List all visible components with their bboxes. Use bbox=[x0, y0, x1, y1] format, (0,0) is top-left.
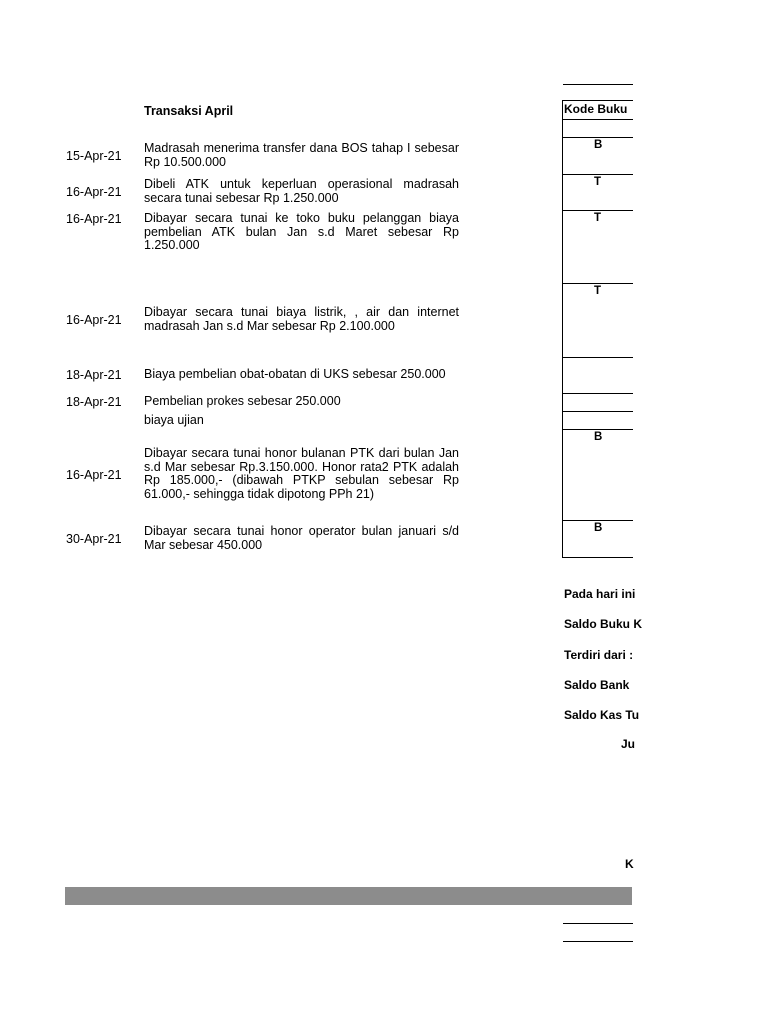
section-title: Transaksi April bbox=[144, 104, 234, 118]
summary-ko: K bbox=[625, 857, 634, 871]
summary-pada-hari: Pada hari ini bbox=[564, 587, 636, 601]
table-row-border bbox=[562, 119, 633, 120]
book-code: B bbox=[594, 139, 603, 151]
transaction-description: Dibayar secara tunai honor bulanan PTK dari bulan Jan s.d Mar sebesar Rp.3.150.000. Honor rata2 PTK adalah Rp 185.000,- (dibawah PTKP sebulan sebesar Rp 61.000,- sehingga tidak dipotong PPh 21) bbox=[144, 446, 459, 501]
table-row-border bbox=[562, 520, 633, 521]
table-row-border bbox=[562, 137, 633, 138]
transaction-date: 18-Apr-21 bbox=[66, 368, 122, 382]
transaction-date: 18-Apr-21 bbox=[66, 395, 122, 409]
table-left-border bbox=[562, 100, 563, 558]
transaction-description: Dibayar secara tunai ke toko buku pelanggan biaya pembelian ATK bulan Jan s.d Maret sebesar Rp 1.250.000 bbox=[144, 211, 459, 252]
table-row-border bbox=[562, 100, 633, 101]
summary-jumlah: Ju bbox=[621, 737, 636, 751]
book-code: B bbox=[594, 431, 603, 443]
summary-saldo-bank: Saldo Bank bbox=[564, 678, 630, 692]
table-row-border bbox=[562, 557, 633, 558]
signature-line bbox=[563, 941, 633, 942]
transaction-date: 16-Apr-21 bbox=[66, 212, 122, 226]
book-code: T bbox=[594, 176, 602, 188]
transaction-description: Madrasah menerima transfer dana BOS tahap I sebesar Rp 10.500.000 bbox=[144, 141, 459, 169]
top-rule bbox=[563, 84, 633, 85]
table-row-border bbox=[562, 210, 633, 211]
transaction-date: 30-Apr-21 bbox=[66, 532, 122, 546]
transaction-date: 16-Apr-21 bbox=[66, 468, 122, 482]
transaction-date: 16-Apr-21 bbox=[66, 185, 122, 199]
transaction-date: 16-Apr-21 bbox=[66, 313, 122, 327]
table-row-border bbox=[562, 429, 633, 430]
transaction-description: biaya ujian bbox=[144, 413, 204, 427]
transaction-description: Dibayar secara tunai biaya listrik, , air dan internet madrasah Jan s.d Mar sebesar Rp 2.100.000 bbox=[144, 305, 459, 333]
transaction-description: Pembelian prokes sebesar 250.000 bbox=[144, 394, 341, 408]
transaction-description: Dibayar secara tunai honor operator bulan januari s/d Mar sebesar 450.000 bbox=[144, 524, 459, 552]
book-code: T bbox=[594, 285, 602, 297]
table-row-border bbox=[562, 357, 633, 358]
table-row-border bbox=[562, 283, 633, 284]
transaction-date: 15-Apr-21 bbox=[66, 149, 122, 163]
table-row-border bbox=[562, 393, 633, 394]
separator-bar bbox=[65, 887, 632, 905]
transaction-description: Biaya pembelian obat-obatan di UKS sebesar 250.000 bbox=[144, 367, 446, 381]
summary-saldo-buku: Saldo Buku K bbox=[564, 617, 643, 631]
table-row-border bbox=[562, 411, 633, 412]
transaction-description: Dibeli ATK untuk keperluan operasional madrasah secara tunai sebesar Rp 1.250.000 bbox=[144, 177, 459, 205]
summary-terdiri: Terdiri dari : bbox=[564, 648, 634, 662]
table-row-border bbox=[562, 174, 633, 175]
summary-saldo-kas: Saldo Kas Tu bbox=[564, 708, 640, 722]
book-code: T bbox=[594, 212, 602, 224]
table-header: Kode Buku bbox=[564, 102, 628, 116]
book-code: B bbox=[594, 522, 603, 534]
signature-line bbox=[563, 923, 633, 924]
